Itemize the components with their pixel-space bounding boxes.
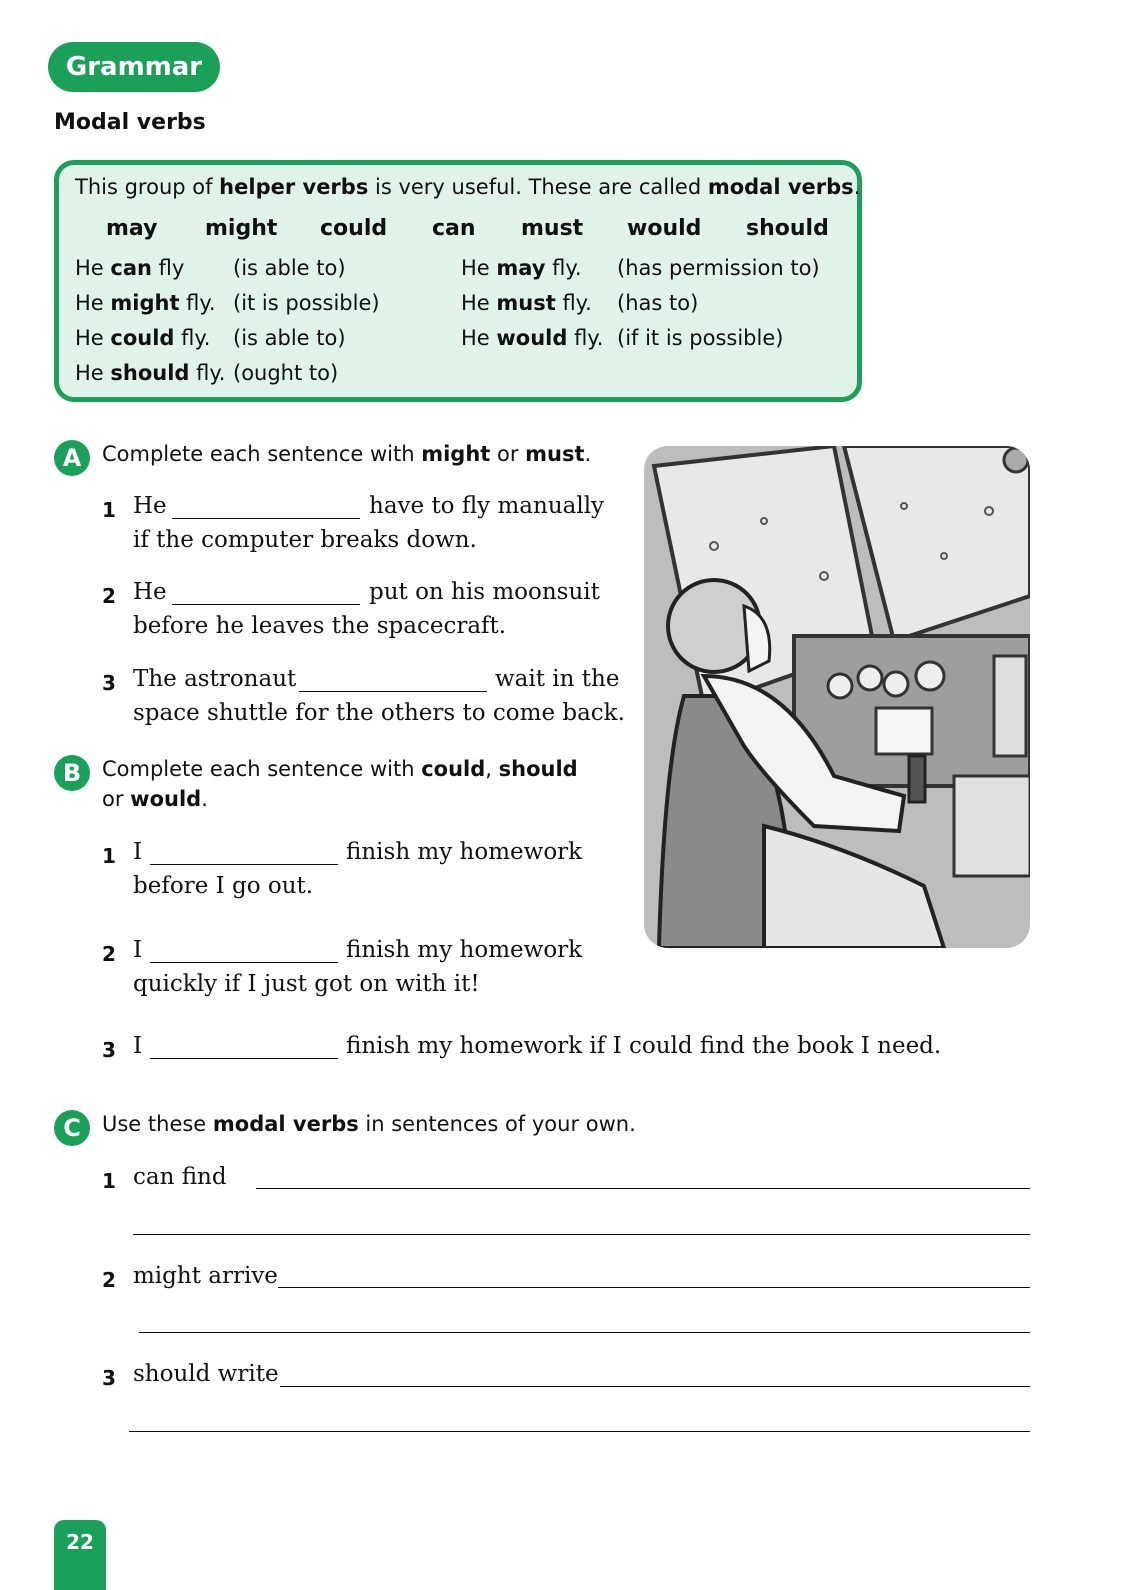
section-a-instruction bbox=[102, 442, 591, 466]
info-intro bbox=[75, 175, 860, 199]
item-text: finish my homework bbox=[346, 839, 583, 865]
writing-line[interactable] bbox=[129, 1431, 1030, 1432]
answer-blank[interactable] bbox=[150, 1058, 338, 1059]
instr-text: . bbox=[201, 787, 208, 811]
item-number: 2 bbox=[102, 942, 116, 966]
item-text: if the computer breaks down. bbox=[133, 527, 477, 553]
item-number: 3 bbox=[102, 1366, 116, 1390]
ex-text: fly. bbox=[545, 256, 582, 280]
ex-text: He bbox=[75, 326, 111, 350]
ex-text: He bbox=[461, 256, 497, 280]
example-right bbox=[461, 326, 603, 350]
instr-bold: modal verbs bbox=[212, 1112, 359, 1136]
item-text: The astronaut bbox=[133, 666, 297, 692]
item-prompt: can find bbox=[133, 1164, 227, 1190]
astronaut-cockpit-drawing bbox=[644, 446, 1030, 948]
page-subtitle: Modal verbs bbox=[54, 110, 206, 135]
item-number: 3 bbox=[102, 671, 116, 695]
astronaut-cockpit-illustration bbox=[644, 446, 1030, 948]
example-left bbox=[75, 326, 210, 350]
ex-text: fly bbox=[151, 256, 185, 280]
item-prompt: might arrive bbox=[133, 1263, 278, 1289]
item-text: space shuttle for the others to come back. bbox=[133, 700, 625, 726]
item-text: finish my homework bbox=[346, 937, 583, 963]
intro-text: is very useful. These are called bbox=[368, 175, 708, 199]
writing-line[interactable] bbox=[280, 1386, 1030, 1387]
ex-text: He bbox=[461, 291, 497, 315]
ex-verb: might bbox=[110, 291, 180, 315]
answer-blank[interactable] bbox=[150, 962, 338, 963]
instr-text: or bbox=[102, 787, 131, 811]
example-right bbox=[461, 256, 582, 280]
answer-blank[interactable] bbox=[172, 604, 360, 605]
item-prompt: should write bbox=[133, 1361, 279, 1387]
ex-text: He bbox=[75, 256, 111, 280]
example-meaning: (is able to) bbox=[233, 256, 346, 280]
intro-text: This group of bbox=[75, 175, 220, 199]
item-number: 2 bbox=[102, 1268, 116, 1292]
verb-would: would bbox=[627, 216, 702, 241]
section-label-grammar: Grammar bbox=[48, 42, 220, 92]
writing-line[interactable] bbox=[133, 1234, 1030, 1235]
writing-line[interactable] bbox=[256, 1188, 1030, 1189]
item-number: 1 bbox=[102, 844, 116, 868]
ex-text: He bbox=[461, 326, 497, 350]
item-text: put on his moonsuit bbox=[369, 579, 600, 605]
item-text: before I go out. bbox=[133, 873, 314, 899]
item-number: 2 bbox=[102, 584, 116, 608]
section-badge-a: A bbox=[54, 440, 90, 476]
item-text: I bbox=[133, 1033, 143, 1059]
ex-text: He bbox=[75, 361, 111, 385]
item-text: before he leaves the spacecraft. bbox=[133, 613, 507, 639]
instr-text: . bbox=[584, 442, 592, 466]
ex-text: fly. bbox=[189, 361, 226, 385]
verb-could: could bbox=[320, 216, 388, 241]
example-meaning: (it is possible) bbox=[233, 291, 380, 315]
item-text: He bbox=[133, 579, 167, 605]
intro-text: . bbox=[853, 175, 861, 199]
example-left bbox=[75, 361, 225, 385]
instr-bold: might bbox=[421, 442, 491, 466]
instr-text: or bbox=[490, 442, 526, 466]
example-meaning: (is able to) bbox=[233, 326, 346, 350]
ex-text: fly. bbox=[555, 291, 592, 315]
writing-line[interactable] bbox=[278, 1287, 1030, 1288]
instr-text: Use these bbox=[102, 1112, 213, 1136]
ex-verb: would bbox=[496, 326, 568, 350]
verb-must: must bbox=[521, 216, 584, 241]
verb-might: might bbox=[205, 216, 278, 241]
item-text: quickly if I just got on with it! bbox=[133, 971, 480, 997]
section-b-instruction-line2 bbox=[102, 787, 208, 811]
example-left bbox=[75, 291, 216, 315]
instr-text: in sentences of your own. bbox=[358, 1112, 636, 1136]
instr-bold: could bbox=[421, 757, 486, 781]
ex-text: fly. bbox=[567, 326, 604, 350]
example-meaning: (ought to) bbox=[233, 361, 339, 385]
item-text: He bbox=[133, 493, 167, 519]
answer-blank[interactable] bbox=[299, 691, 487, 692]
instr-text: Complete each sentence with bbox=[102, 757, 422, 781]
section-b-instruction bbox=[102, 757, 578, 781]
item-text: wait in the bbox=[495, 666, 620, 692]
ex-verb: may bbox=[496, 256, 546, 280]
ex-text: fly. bbox=[174, 326, 211, 350]
item-text: have to fly manually bbox=[369, 493, 605, 519]
item-number: 1 bbox=[102, 1169, 116, 1193]
writing-line[interactable] bbox=[139, 1332, 1030, 1333]
item-number: 1 bbox=[102, 498, 116, 522]
section-badge-b: B bbox=[54, 755, 90, 791]
item-text: finish my homework if I could find the book I need. bbox=[346, 1033, 942, 1059]
ex-verb: could bbox=[110, 326, 175, 350]
instr-bold: would bbox=[130, 787, 202, 811]
intro-bold-modal-verbs: modal verbs bbox=[707, 175, 854, 199]
example-meaning: (has permission to) bbox=[617, 256, 820, 280]
item-text: I bbox=[133, 839, 143, 865]
answer-blank[interactable] bbox=[150, 864, 338, 865]
verb-may: may bbox=[106, 216, 158, 241]
instr-text: , bbox=[485, 757, 499, 781]
section-c-instruction bbox=[102, 1112, 636, 1136]
verb-can: can bbox=[432, 216, 476, 241]
example-left bbox=[75, 256, 184, 280]
instr-text: Complete each sentence with bbox=[102, 442, 422, 466]
instr-bold: must bbox=[525, 442, 585, 466]
ex-verb: must bbox=[496, 291, 556, 315]
answer-blank[interactable] bbox=[172, 518, 360, 519]
item-number: 3 bbox=[102, 1038, 116, 1062]
example-meaning: (if it is possible) bbox=[617, 326, 784, 350]
page-number: 22 bbox=[54, 1520, 106, 1590]
intro-bold-helper-verbs: helper verbs bbox=[219, 175, 369, 199]
ex-text: fly. bbox=[179, 291, 216, 315]
example-meaning: (has to) bbox=[617, 291, 699, 315]
item-text: I bbox=[133, 937, 143, 963]
instr-bold: should bbox=[498, 757, 578, 781]
verb-should: should bbox=[746, 216, 829, 241]
ex-verb: should bbox=[110, 361, 190, 385]
ex-text: He bbox=[75, 291, 111, 315]
section-badge-c: C bbox=[54, 1110, 90, 1146]
example-right bbox=[461, 291, 592, 315]
ex-verb: can bbox=[110, 256, 152, 280]
